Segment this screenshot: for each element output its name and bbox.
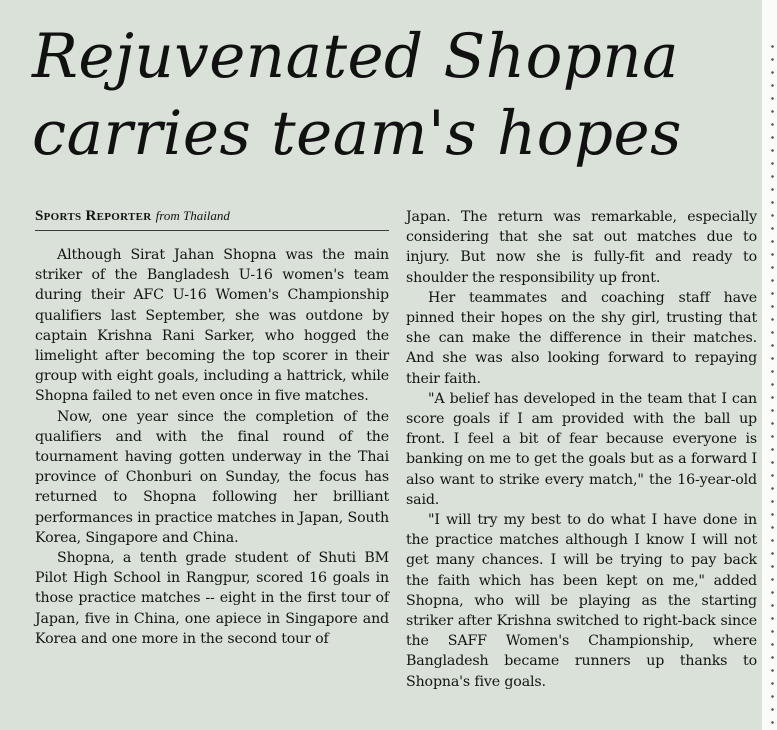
paragraph-7: "I will try my best to do what I have done in the practice matches although I know I will not get many chances. I will be trying to pay back the faith which has been kept on me," added Shopna, who will be playing as the starting striker after Krishna switched to right-back since the SAFF Women's Championship, where Bangladesh became runners up thanks to Shopna's five goals. (406, 512, 757, 690)
paragraph-3: Shopna, a tenth grade student of Shuti BM Pilot High School in Rangpur, scored 16 goals in those practice matches -- eight in the first tour of Japan, five in China, one apiece in Singapore and Korea and one more in the second tour of (35, 550, 389, 647)
byline-reporter: Sports Reporter (35, 208, 152, 224)
paragraph-2: Now, one year since the completion of the qualifiers and with the final round of the tournament having gotten underway in the Thai province of Chonburi on Sunday, the focus has returned to Shopna following her brilliant performances in practice matches in Japan, South Korea, Singapore and China. (35, 408, 389, 546)
paragraph-6: "A belief has developed in the team that I can score goals if I am provided with the ball up front. I feel a bit of fear because everyone is banking on me to get the goals but as a forward I also want to strike every match," the 16-year-old said. (406, 390, 757, 508)
headline (32, 18, 752, 172)
paragraph-4: Japan. The return was remarkable, especially considering that she sat out matches due to injury. But now she is fully-fit and ready to shoulder the responsibility up front. (406, 209, 757, 286)
headline-line-1: Rejuvenated Shopna (32, 21, 679, 92)
paragraph-1: Although Sirat Jahan Shopna was the main striker of the Bangladesh U-16 women's team during their AFC U-16 Women's Championship qualifiers last September, she was outdone by captain Krishna Rani Sarker, who hogged the limelight after becoming the top scorer in their group with eight goals, including a hattrick, while Shopna failed to net even once in five matches. (35, 247, 389, 405)
article-column-1 (35, 245, 389, 649)
article-column-2 (406, 207, 757, 692)
dotted-cut-line (771, 40, 774, 730)
byline-location: from Thailand (155, 208, 230, 223)
byline (35, 208, 389, 231)
paragraph-5: Her teammates and coaching staff have pinned their hopes on the shy girl, trusting that she can make the difference in their matches. And she was also looking forward to repaying their faith. (406, 289, 757, 387)
headline-line-2: carries team's hopes (32, 98, 682, 169)
